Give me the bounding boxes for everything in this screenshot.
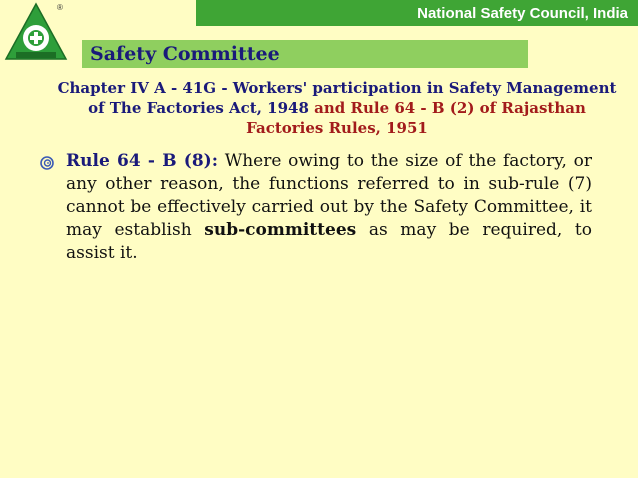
header-bar [196,0,638,26]
subtitle-and: and [308,99,351,117]
slide-subtitle [50,78,624,138]
subtitle-act: Chapter IV A - 41G - Workers' participation in Safety Management of The Factories Act, 1948 [57,79,617,117]
bullet-body-2: as may be required, to assist it. [66,220,592,263]
bullet-text [66,150,592,265]
bullet-body-1: Where owing to the size of the factory, or any other reason, the functions referred to in sub-rule (7) cannot be effectively carried out by the Safety Committee, it may establish [66,151,592,240]
slide-title: Safety Committee [90,43,280,65]
slide-title-bar [82,40,528,68]
registered-mark: ® [57,3,63,12]
bullet-emphasis: sub-committees [204,220,357,240]
subtitle-rule: Rule 64 - B (2) of Rajasthan Factories Rules, 1951 [246,99,586,137]
spiral-bullet-icon [40,156,54,170]
bullet-lead: Rule 64 - B (8): [66,151,219,171]
bullet-item [40,150,592,265]
org-title: National Safety Council, India [417,4,628,22]
